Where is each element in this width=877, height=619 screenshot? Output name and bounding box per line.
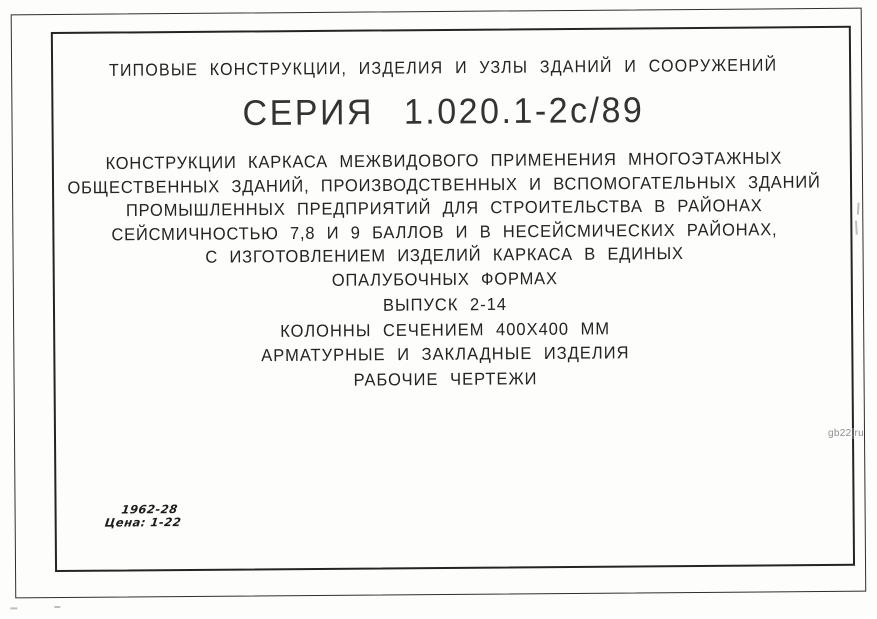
stamp-code: 1962-28 — [120, 502, 179, 517]
issue-number-line: ВЫПУСК 2-14 — [382, 295, 508, 316]
issue-subject-line: КОЛОННЫ СЕЧЕНИЕМ 400Х400 ММ — [280, 319, 611, 341]
scan-artifact — [54, 606, 60, 608]
description-line: СЕЙСМИЧНОСТЬЮ 7,8 И 9 БАЛЛОВ И В НЕСЕЙСМИЧЕСКИХ РАЙОНАХ, — [111, 220, 778, 245]
title-page-content — [43, 0, 843, 390]
description-line: ПРОМЫШЛЕННЫХ ПРЕДПРИЯТИЙ ДЛЯ СТРОИТЕЛЬСТВА В РАЙОНАХ — [125, 196, 763, 221]
description-line: ОПАЛУБОЧНЫХ ФОРМАХ — [331, 269, 558, 291]
site-watermark: gb22.ru — [828, 428, 865, 439]
stamp-price: Цена: 1-22 — [103, 514, 183, 530]
issue-contents-line: АРМАТУРНЫЕ И ЗАКЛАДНЫЕ ИЗДЕЛИЯ — [261, 343, 630, 366]
description-line: КОНСТРУКЦИИ КАРКАСА МЕЖВИДОВОГО ПРИМЕНЕНИЯ МНОГОЭТАЖНЫХ — [105, 149, 783, 174]
price-stamp — [104, 503, 184, 529]
description-line: С ИЗГОТОВЛЕНИЕМ ИЗДЕЛИЙ КАРКАСА В ЕДИНЫХ — [205, 244, 684, 268]
scan-artifact — [10, 607, 17, 609]
series-title: СЕРИЯ 1.020.1-2с/89 — [242, 90, 645, 134]
document-category-line: ТИПОВЫЕ КОНСТРУКЦИИ, ИЗДЕЛИЯ И УЗЛЫ ЗДАНИЙ И СООРУЖЕНИЙ — [108, 56, 778, 81]
description-block — [44, 146, 845, 295]
issue-block — [45, 290, 846, 395]
description-line: ОБЩЕСТВЕННЫХ ЗДАНИЙ, ПРОИЗВОДСТВЕННЫХ И ВСПОМОГАТЕЛЬНЫХ ЗДАНИЙ — [67, 172, 821, 198]
issue-type-line: РАБОЧИЕ ЧЕРТЕЖИ — [353, 369, 538, 390]
